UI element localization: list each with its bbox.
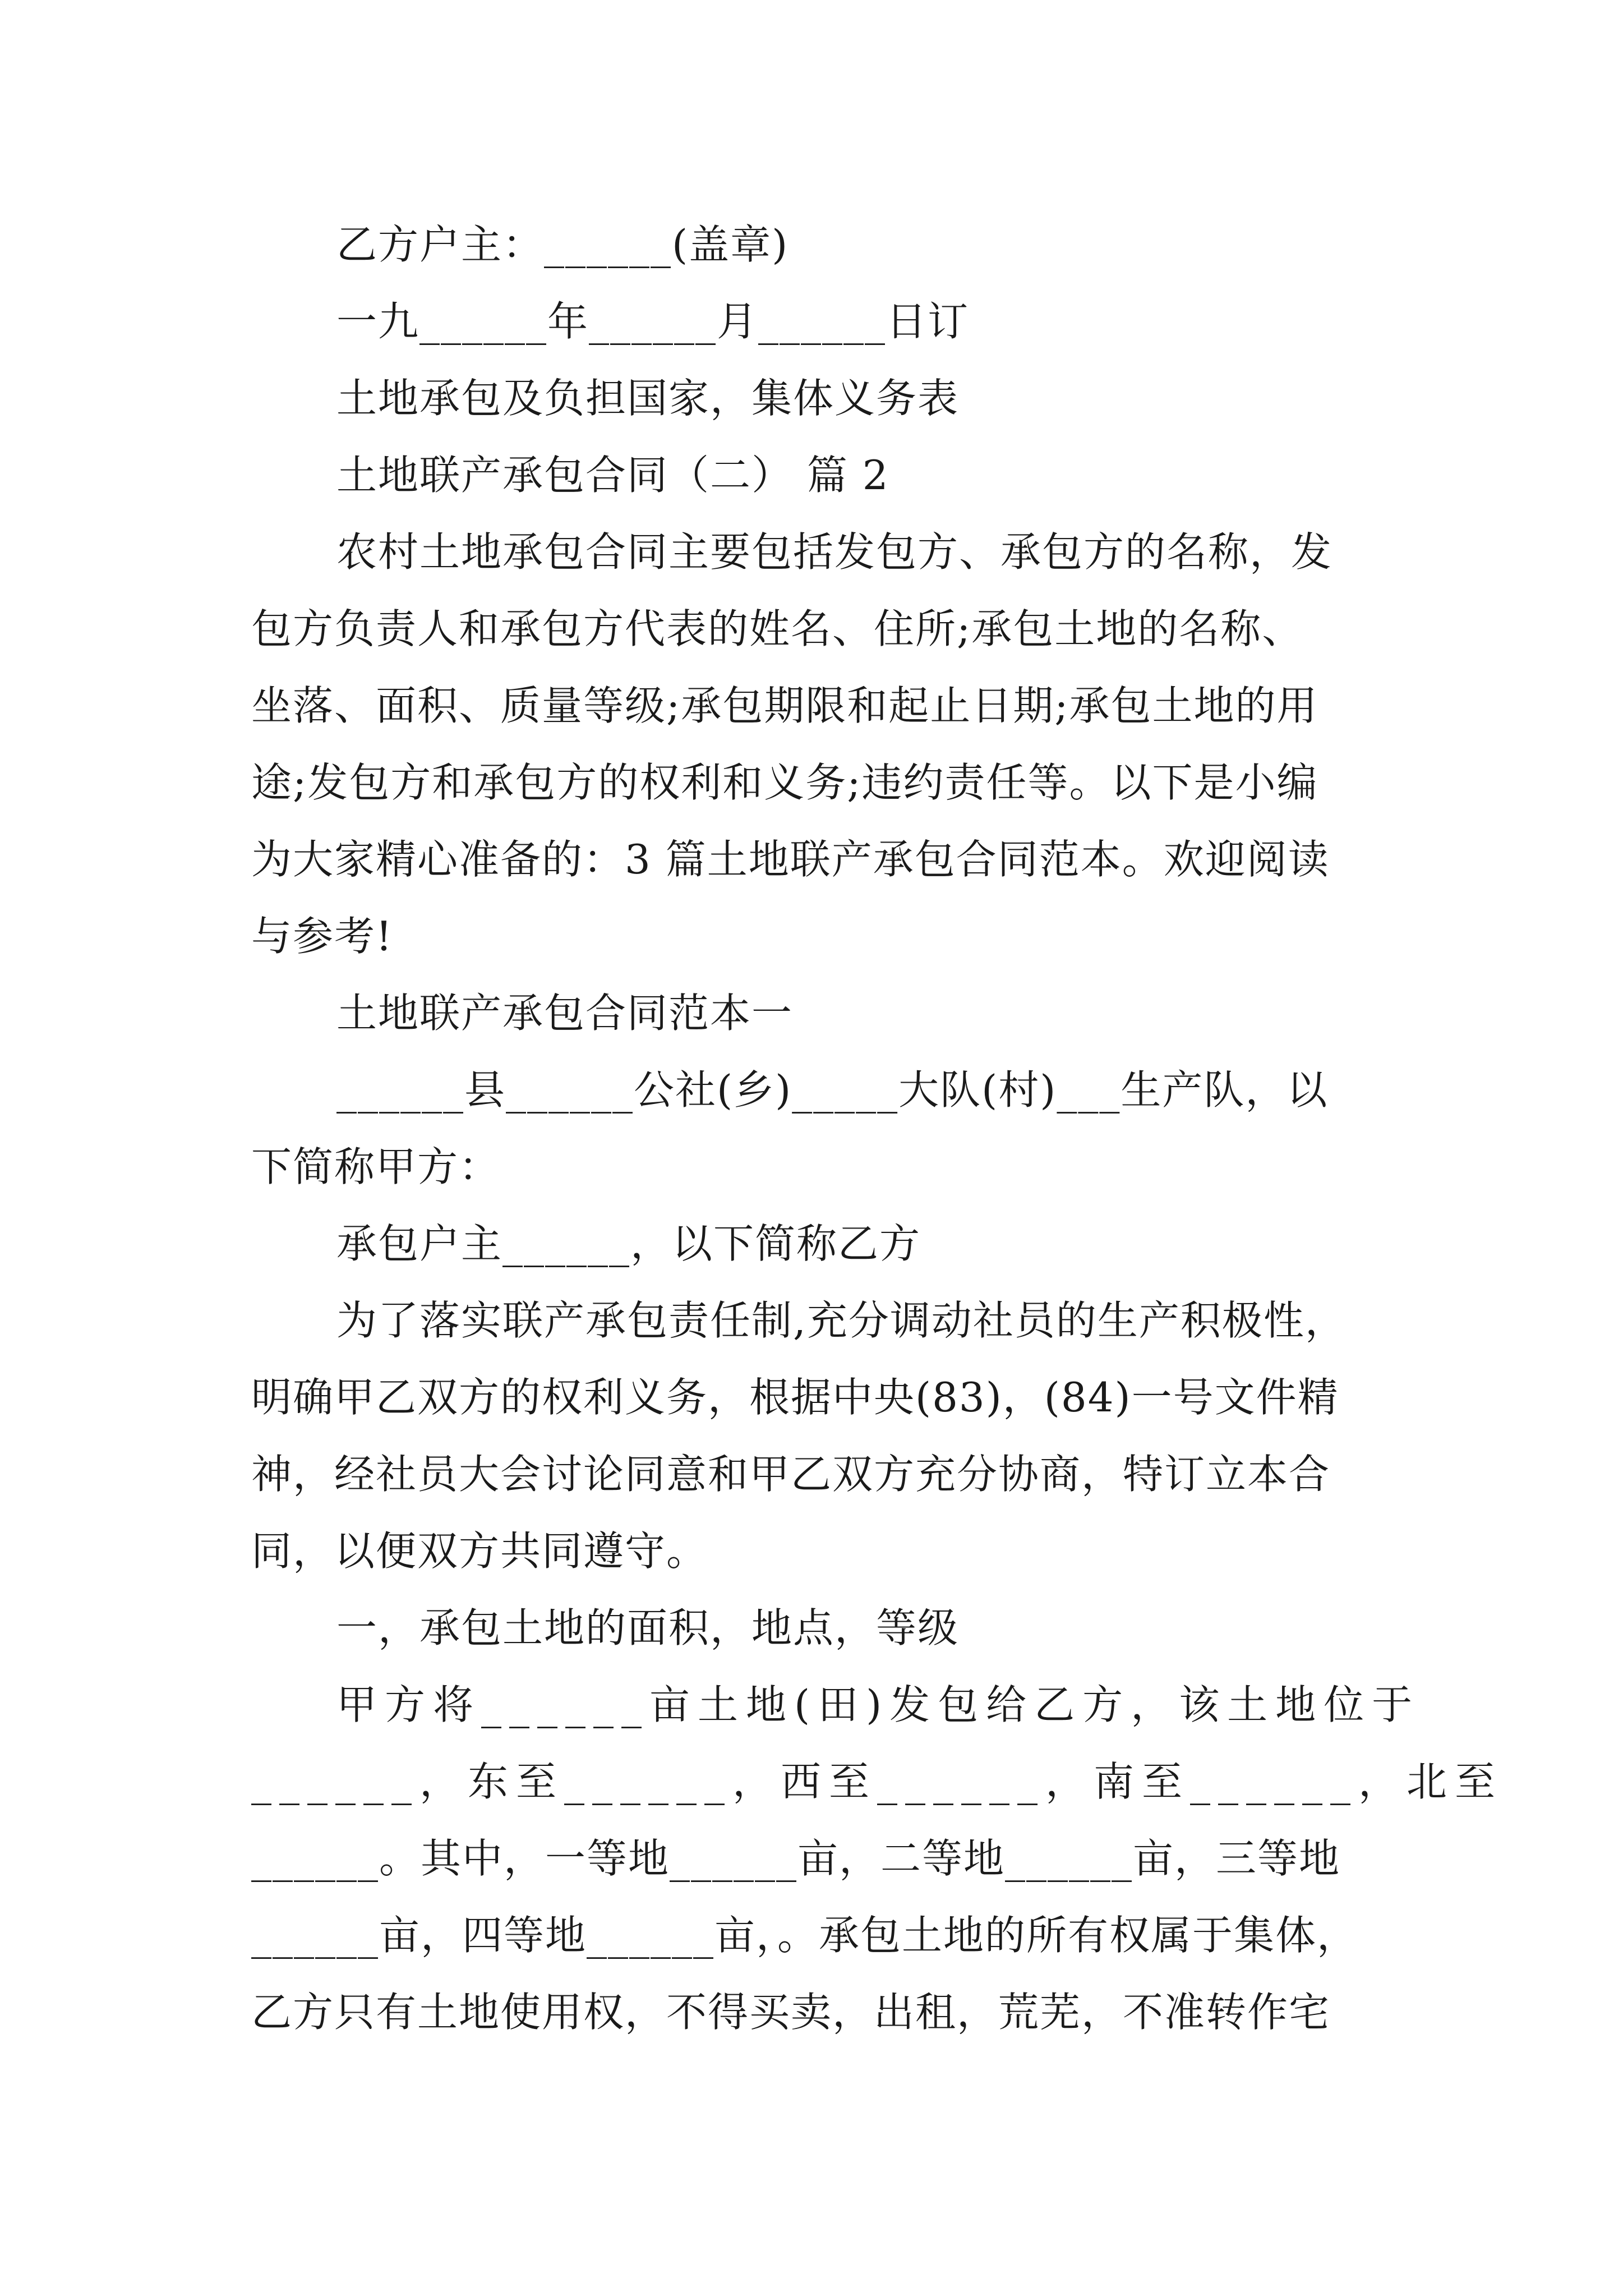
- text-line: 为大家精心准备的：3 篇土地联产承包合同范本。欢迎阅读: [251, 836, 1330, 883]
- text-line: 乙方户主：______(盖章): [336, 221, 789, 268]
- text-line: 明确甲乙双方的权利义务，根据中央(83)，(84)一号文件精: [251, 1374, 1339, 1421]
- text-line: 包方负责人和承包方代表的姓名、住所;承包土地的名称、: [251, 605, 1304, 652]
- text-line: ______。其中，一等地______亩，二等地______亩，三等地: [251, 1835, 1341, 1882]
- text-line: 承包户主______，以下简称乙方: [336, 1220, 921, 1267]
- text-line: ______县______公社(乡)_____大队(村)___生产队，以: [336, 1066, 1329, 1114]
- text-line: 途;发包方和承包方的权利和义务;违约责任等。以下是小编: [251, 759, 1318, 806]
- text-line: 农村土地承包合同主要包括发包方、承包方的名称，发: [336, 528, 1333, 576]
- text-line: ______亩，四等地______亩，。承包土地的所有权属于集体，: [251, 1912, 1359, 1959]
- text-line: 甲方将______亩土地(田)发包给乙方，该土地位于: [336, 1681, 1421, 1728]
- text-line: 坐落、面积、质量等级;承包期限和起止日期;承包土地的用: [251, 682, 1318, 729]
- text-line: 一九______年______月______日订: [336, 298, 970, 345]
- text-line: 为了落实联产承包责任制,充分调动社员的生产积极性，: [336, 1297, 1347, 1344]
- text-line: 神，经社员大会讨论同意和甲乙双方充分协商，特订立本合: [251, 1451, 1331, 1498]
- section-heading: 土地联产承包合同（二） 篇 2: [336, 452, 889, 499]
- text-line: 同，以便双方共同遵守。: [251, 1527, 708, 1575]
- text-line: 土地承包及负担国家，集体义务表: [336, 375, 960, 422]
- text-line: 与参考!: [251, 913, 393, 960]
- text-line: 乙方只有土地使用权，不得买卖，出租，荒芜，不准转作宅: [251, 1989, 1331, 2036]
- text-line: ______，东至______，西至______，南至______，北至: [251, 1758, 1504, 1805]
- text-line: 下简称甲方：: [251, 1143, 501, 1190]
- section-heading: 土地联产承包合同范本一: [336, 990, 794, 1037]
- clause-heading: 一，承包土地的面积，地点，等级: [336, 1604, 960, 1651]
